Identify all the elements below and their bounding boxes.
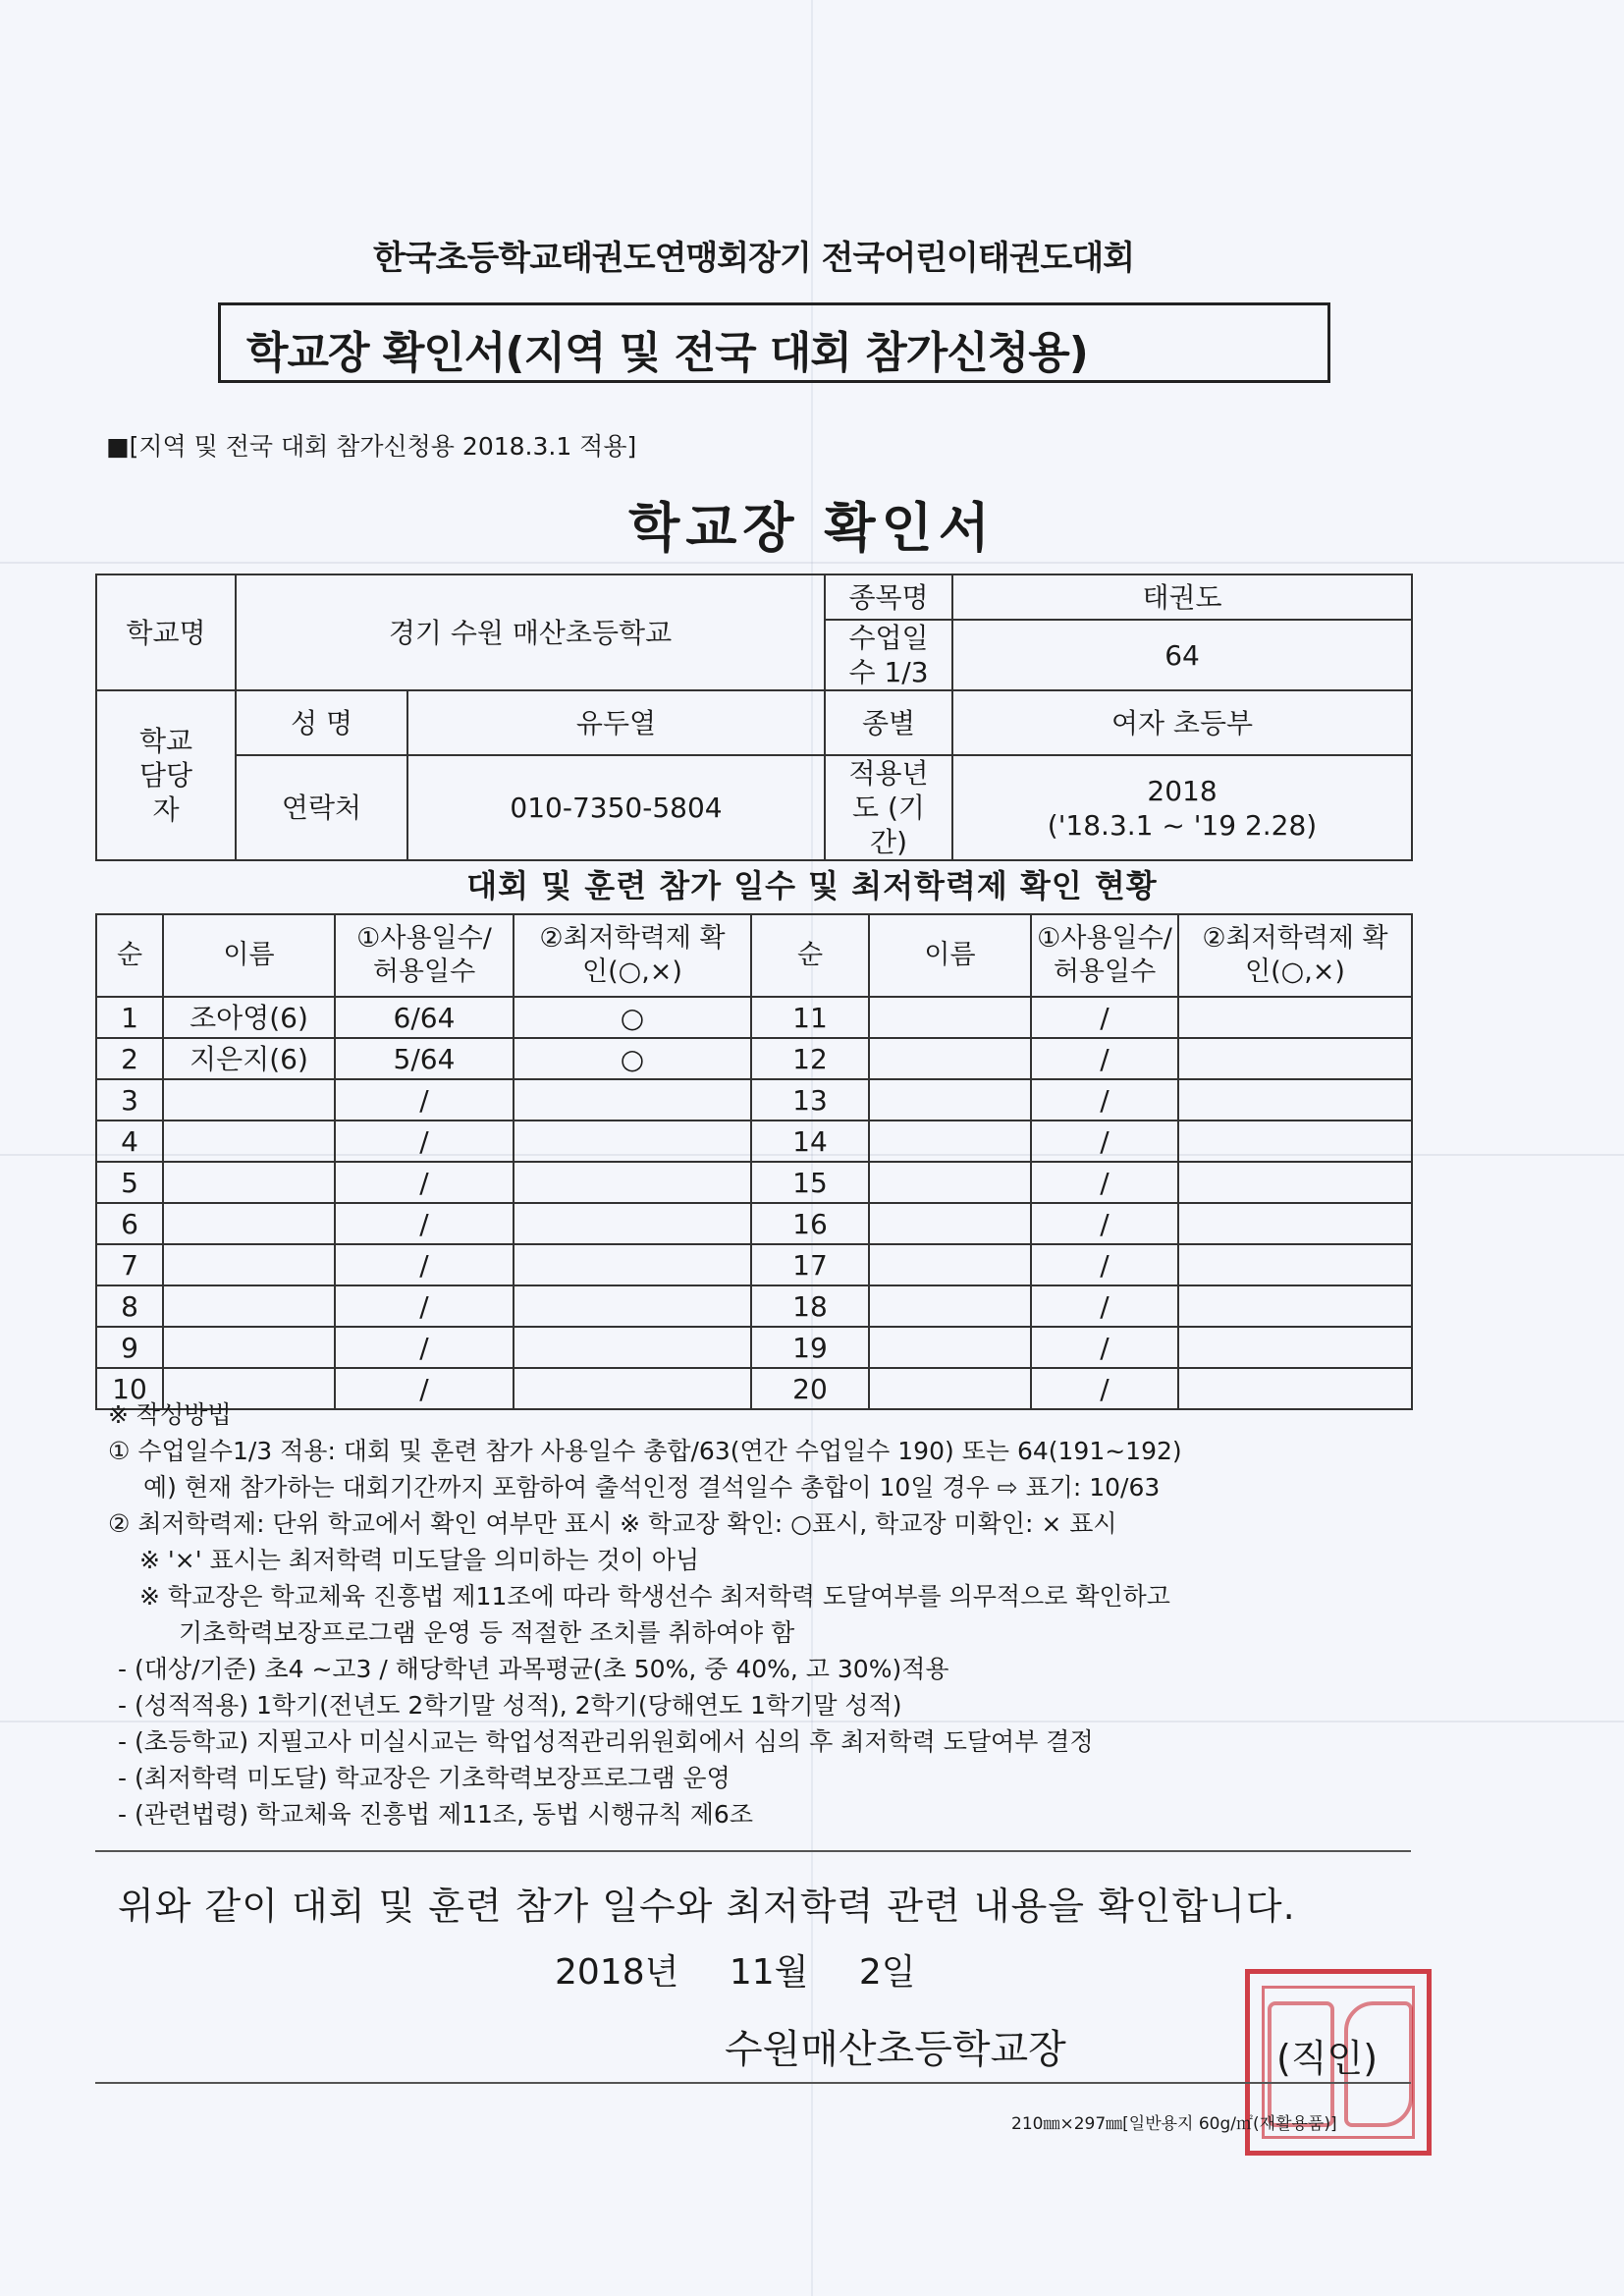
table-row xyxy=(751,1327,1412,1368)
participants-table-right xyxy=(750,913,1413,1410)
used-days: / xyxy=(335,1368,514,1409)
used-days: / xyxy=(1031,1368,1178,1409)
note-item: - (대상/기준) 초4 ~고3 / 해당학년 과목평균(초 50%, 중 40%, 고 30%)적용 xyxy=(118,1655,949,1683)
min-academic-check xyxy=(514,1285,751,1327)
year-label-text: 적용년도 (기간) xyxy=(848,757,929,858)
min-academic-check: ○ xyxy=(514,1038,751,1079)
used-days: / xyxy=(1031,1203,1178,1244)
class-days-label xyxy=(825,620,952,690)
notes-heading: ※ 작성방법 xyxy=(108,1400,232,1429)
used-days: / xyxy=(1031,1285,1178,1327)
phone-value: 010-7350-5804 xyxy=(407,755,825,860)
min-academic-check xyxy=(1178,1285,1412,1327)
table-row xyxy=(96,1038,751,1079)
min-academic-check xyxy=(1178,997,1412,1038)
used-days: / xyxy=(1031,1121,1178,1162)
col-header-confirm-text: ②최저학력제 확인(○,×) xyxy=(539,923,726,987)
col-header-days xyxy=(335,914,514,997)
participant-name xyxy=(869,1203,1031,1244)
seal-label: (직인) xyxy=(1276,2037,1379,2080)
contact-person-label xyxy=(96,690,236,860)
table-row xyxy=(96,1327,751,1368)
table-row xyxy=(751,1162,1412,1203)
table-row xyxy=(96,1162,751,1203)
participant-name xyxy=(163,1327,335,1368)
participant-name xyxy=(869,1327,1031,1368)
sport-value: 태권도 xyxy=(952,574,1412,620)
row-number: 4 xyxy=(96,1121,163,1162)
participant-name: 조아영(6) xyxy=(163,997,335,1038)
row-number: 8 xyxy=(96,1285,163,1327)
row-number: 19 xyxy=(751,1327,869,1368)
divider xyxy=(95,1850,1411,1852)
row-number: 10 xyxy=(96,1368,163,1409)
participant-name xyxy=(869,1121,1031,1162)
col-header-days-text: ①사용일수/ 허용일수 xyxy=(356,923,492,987)
year-value xyxy=(952,755,1412,860)
table-row xyxy=(96,1285,751,1327)
paper-spec-footnote: 210㎜×297㎜[일반용지 60g/㎡(재활용품)] xyxy=(1011,2114,1337,2134)
used-days: / xyxy=(335,1079,514,1121)
col-header-days xyxy=(1031,914,1178,997)
year-value-text: 2018 xyxy=(1147,774,1218,807)
used-days: / xyxy=(335,1162,514,1203)
used-days: / xyxy=(1031,1244,1178,1285)
used-days: / xyxy=(335,1121,514,1162)
sport-label: 종목명 xyxy=(825,574,952,620)
col-header-days-text: ①사용일수/ 허용일수 xyxy=(1037,923,1172,987)
min-academic-check xyxy=(1178,1327,1412,1368)
divider xyxy=(95,2082,1411,2084)
note-item: ※ '×' 표시는 최저학력 미도달을 의미하는 것이 아님 xyxy=(139,1546,700,1574)
used-days: 5/64 xyxy=(335,1038,514,1079)
min-academic-check xyxy=(514,1327,751,1368)
participant-name xyxy=(163,1121,335,1162)
table-row xyxy=(751,1285,1412,1327)
row-number: 11 xyxy=(751,997,869,1038)
phone-label: 연락처 xyxy=(236,755,407,860)
year-label xyxy=(825,755,952,860)
used-days: / xyxy=(335,1244,514,1285)
name-label: 성 명 xyxy=(236,690,407,755)
col-header-confirm-text: ②최저학력제 확인(○,×) xyxy=(1202,923,1388,987)
contact-person-label-text: 학교 담당자 xyxy=(138,725,193,826)
col-header-confirm xyxy=(514,914,751,997)
used-days: / xyxy=(335,1327,514,1368)
used-days: / xyxy=(1031,1327,1178,1368)
class-days-value: 64 xyxy=(952,620,1412,690)
table-row xyxy=(751,1244,1412,1285)
table-row xyxy=(751,1079,1412,1121)
table-row xyxy=(96,997,751,1038)
category-value: 여자 초등부 xyxy=(952,690,1412,755)
participant-name xyxy=(869,1079,1031,1121)
note-item: - (초등학교) 지필고사 미실시교는 학업성적관리위원회에서 심의 후 최저학력 도달여부 결정 xyxy=(118,1727,1094,1756)
note-item: ② 최저학력제: 단위 학교에서 확인 여부만 표시 ※ 학교장 확인: ○표시, 학교장 미확인: × 표시 xyxy=(108,1509,1117,1538)
table-row xyxy=(751,1038,1412,1079)
school-info-table xyxy=(95,574,1413,861)
col-header-name: 이름 xyxy=(869,914,1031,997)
participant-name xyxy=(869,1285,1031,1327)
row-number: 18 xyxy=(751,1285,869,1327)
event-title: 한국초등학교태권도연맹회장기 전국어린이태권도대회 xyxy=(373,239,1135,278)
used-days: 6/64 xyxy=(335,997,514,1038)
note-item: 기초학력보장프로그램 운영 등 적절한 조치를 취하여야 함 xyxy=(179,1618,795,1647)
participant-name: 지은지(6) xyxy=(163,1038,335,1079)
note-item: - (관련법령) 학교체육 진흥법 제11조, 동법 시행규칙 제6조 xyxy=(118,1800,753,1829)
col-header-no: 순 xyxy=(96,914,163,997)
table-row xyxy=(751,1121,1412,1162)
col-header-name: 이름 xyxy=(163,914,335,997)
boxed-title-text: 학교장 확인서(지역 및 전국 대회 참가신청용) xyxy=(246,328,1088,378)
note-item: - (성적적용) 1학기(전년도 2학기말 성적), 2학기(당해연도 1학기말 성적) xyxy=(118,1691,902,1720)
participant-name xyxy=(869,1038,1031,1079)
min-academic-check xyxy=(514,1203,751,1244)
table-row xyxy=(96,1121,751,1162)
min-academic-check xyxy=(1178,1121,1412,1162)
used-days: / xyxy=(1031,1162,1178,1203)
row-number: 1 xyxy=(96,997,163,1038)
row-number: 16 xyxy=(751,1203,869,1244)
participant-name xyxy=(163,1203,335,1244)
used-days: / xyxy=(335,1203,514,1244)
participant-name xyxy=(869,997,1031,1038)
category-label: 종별 xyxy=(825,690,952,755)
table-row xyxy=(751,1203,1412,1244)
used-days: / xyxy=(1031,997,1178,1038)
used-days: / xyxy=(1031,1079,1178,1121)
note-item: ※ 학교장은 학교체육 진흥법 제11조에 따라 학생선수 최저학력 도달여부를 의무적으로 확인하고 xyxy=(139,1582,1170,1611)
row-number: 20 xyxy=(751,1368,869,1409)
participant-name xyxy=(163,1079,335,1121)
used-days: / xyxy=(335,1285,514,1327)
principal-name: 수원매산초등학교장 xyxy=(725,2027,1066,2072)
min-academic-check xyxy=(1178,1038,1412,1079)
min-academic-check xyxy=(514,1244,751,1285)
name-value: 유두열 xyxy=(407,690,825,755)
table-row xyxy=(751,997,1412,1038)
class-days-label-text: 수업일수 1/3 xyxy=(848,622,929,688)
boxed-title xyxy=(218,302,1330,383)
col-header-confirm xyxy=(1178,914,1412,997)
col-header-no: 순 xyxy=(751,914,869,997)
table-row xyxy=(96,1079,751,1121)
min-academic-check xyxy=(1178,1079,1412,1121)
min-academic-check xyxy=(1178,1162,1412,1203)
participant-name xyxy=(163,1162,335,1203)
writing-instructions xyxy=(108,1396,1443,1832)
note-item: - (최저학력 미도달) 학교장은 기초학력보장프로그램 운영 xyxy=(118,1764,731,1792)
row-number: 13 xyxy=(751,1079,869,1121)
table-row xyxy=(96,1244,751,1285)
participants-table-left xyxy=(95,913,752,1410)
min-academic-check xyxy=(1178,1203,1412,1244)
row-number: 6 xyxy=(96,1203,163,1244)
participant-name xyxy=(869,1244,1031,1285)
note-item: ① 수업일수1/3 적용: 대회 및 훈련 참가 사용일수 총합/63(연간 수업일수 190) 또는 64(191~192) xyxy=(108,1437,1182,1465)
row-number: 14 xyxy=(751,1121,869,1162)
confirmation-statement: 위와 같이 대회 및 훈련 참가 일수와 최저학력 관련 내용을 확인합니다. xyxy=(118,1885,1296,1928)
participant-name xyxy=(163,1244,335,1285)
issue-date: 2018년 11월 2일 xyxy=(555,1952,916,1993)
used-days: / xyxy=(1031,1038,1178,1079)
participant-name xyxy=(163,1285,335,1327)
period-value-text: ('18.3.1 ~ '19 2.28) xyxy=(1047,808,1318,842)
min-academic-check xyxy=(514,1079,751,1121)
min-academic-check: ○ xyxy=(514,997,751,1038)
section-title: 대회 및 훈련 참가 일수 및 최저학력제 확인 현황 xyxy=(466,867,1158,904)
school-name-value: 경기 수원 매산초등학교 xyxy=(236,574,825,690)
school-name-label: 학교명 xyxy=(96,574,236,690)
min-academic-check xyxy=(514,1162,751,1203)
participant-name xyxy=(869,1162,1031,1203)
row-number: 5 xyxy=(96,1162,163,1203)
note-item: 예) 현재 참가하는 대회기간까지 포함하여 출석인정 결석일수 총합이 10일 경우 ⇨ 표기: 10/63 xyxy=(143,1473,1161,1502)
row-number: 12 xyxy=(751,1038,869,1079)
row-number: 17 xyxy=(751,1244,869,1285)
row-number: 7 xyxy=(96,1244,163,1285)
row-number: 3 xyxy=(96,1079,163,1121)
min-academic-check xyxy=(1178,1244,1412,1285)
row-number: 15 xyxy=(751,1162,869,1203)
row-number: 9 xyxy=(96,1327,163,1368)
min-academic-check xyxy=(514,1121,751,1162)
table-row xyxy=(96,1203,751,1244)
apply-note: ■[지역 및 전국 대회 참가신청용 2018.3.1 적용] xyxy=(106,432,637,461)
row-number: 2 xyxy=(96,1038,163,1079)
page-title: 학교장 확인서 xyxy=(628,497,996,559)
